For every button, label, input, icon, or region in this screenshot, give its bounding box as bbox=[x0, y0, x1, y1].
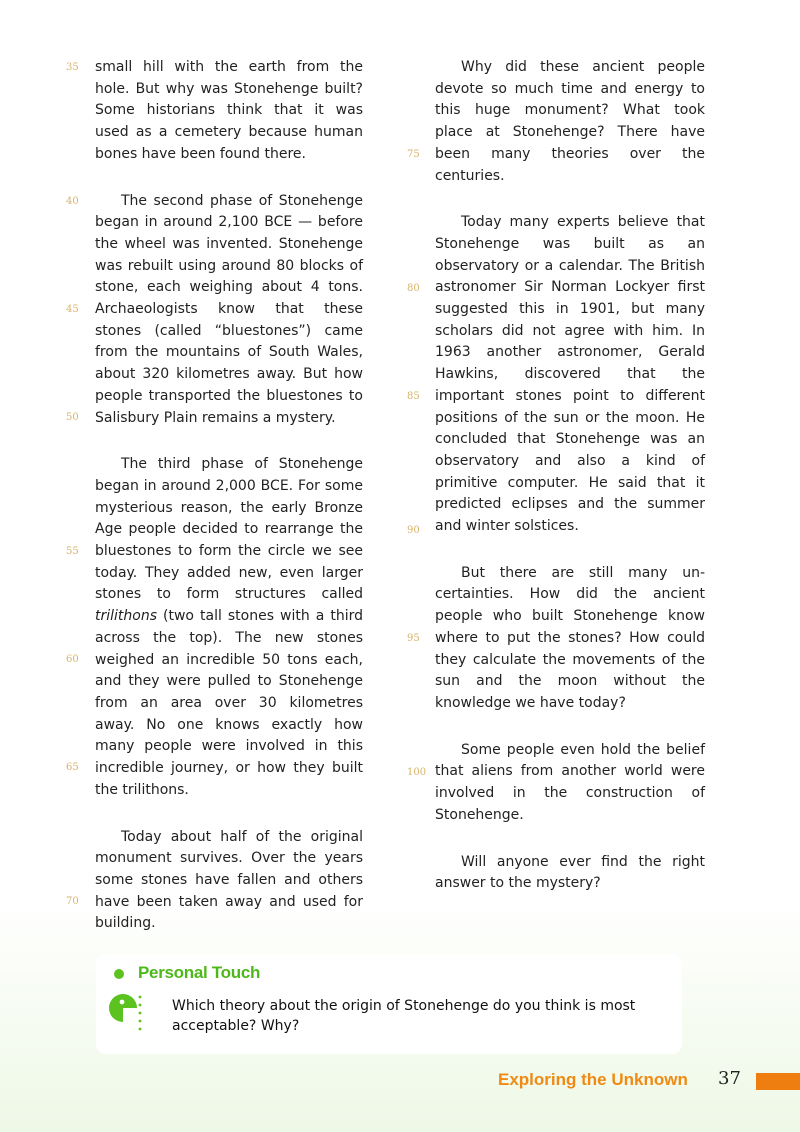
paragraph-text: Some people even hold the belief that aliens from another world were involved in the construction of Stonehenge. bbox=[435, 741, 705, 823]
paragraph-text: (two tall stones with a third across the top). The new stones weighed an incredible 50 tons each, and they were pulled to Stonehenge from an area over 30 kilometres away. No one knows exactly how many people were involved in this incredible journey, or how they built the trilithons. bbox=[95, 608, 363, 798]
bullet-dot-icon bbox=[114, 969, 124, 979]
speaking-face-icon bbox=[106, 991, 144, 1033]
line-number: 60 bbox=[66, 654, 79, 665]
line-number: 80 bbox=[407, 283, 420, 294]
line-number: 70 bbox=[66, 896, 79, 907]
paragraph bbox=[435, 740, 705, 827]
line-number: 100 bbox=[407, 767, 427, 778]
paragraph bbox=[435, 852, 705, 895]
paragraph bbox=[95, 827, 363, 936]
footer-chapter-title: Exploring the Unknown bbox=[498, 1070, 688, 1089]
line-number: 45 bbox=[66, 304, 79, 315]
paragraph: small hill with the earth from the hole. But why was Stonehenge built? Some historians think that it was used as a cemetery because human bones have been found there. bbox=[95, 59, 363, 162]
paragraph-text: Today many experts believe that Stonehenge was built as an observatory or a calendar. The British astronomer Sir Norman Lockyer first suggested this in 1901, but many scholars did not agree with him. In 1963 another astronomer, Gerald Hawkins, discovered that the important stones point to different positions of the sun or the moon. He concluded that Stonehenge was an observatory and also a kind of primitive computer. He said that it predicted eclipses and the summer and winter solstices. bbox=[435, 214, 705, 535]
line-number: 95 bbox=[407, 633, 420, 644]
line-number: 85 bbox=[407, 391, 420, 402]
paragraph-text: Will anyone ever find the right answer to the mystery? bbox=[435, 853, 705, 892]
italic-term: trilithons bbox=[95, 608, 158, 625]
line-number: 65 bbox=[66, 762, 79, 773]
personal-touch-question: Which theory about the origin of Stonehenge do you think is most acceptable? Why? bbox=[172, 998, 636, 1034]
left-column bbox=[95, 57, 363, 960]
line-number: 40 bbox=[66, 196, 79, 207]
footer-accent-bar bbox=[756, 1073, 800, 1090]
paragraph-text: The third phase of Stonehenge began in around 2,000 BCE. For some mysterious reason, the early Bronze Age people decided to rearrange the bluestones to form the circle we see today. They added new, even larger stones to form structures called bbox=[95, 456, 363, 603]
personal-touch-title: Personal Touch bbox=[138, 963, 261, 982]
paragraph bbox=[435, 212, 705, 538]
paragraph-text: But there are still many un-certainties. How did the ancient people who built Stonehenge know where to put the stones? How could they calculate the movements of the sun and the moon without the knowledge we have today? bbox=[435, 564, 705, 711]
line-number: 35 bbox=[66, 62, 79, 73]
paragraph bbox=[95, 454, 363, 801]
paragraph-text: Today about half of the original monument survives. Over the years some stones have fallen and others have been taken away and used for building. bbox=[95, 828, 363, 932]
paragraph-text: Why did these ancient people devote so much time and energy to this huge monument? What took place at Stonehenge? There have been many theories over the centuries. bbox=[435, 59, 705, 184]
line-number: 50 bbox=[66, 412, 79, 423]
paragraph bbox=[95, 191, 363, 430]
paragraph bbox=[435, 57, 705, 187]
page-number: 37 bbox=[718, 1068, 741, 1089]
right-column bbox=[435, 57, 705, 920]
paragraph bbox=[435, 563, 705, 715]
line-number: 75 bbox=[407, 149, 420, 160]
line-number: 90 bbox=[407, 525, 420, 536]
paragraph-text: The second phase of Stonehenge began in around 2,100 BCE — before the wheel was invented. Stonehenge was rebuilt using around 80 blocks of stone, each weighing about 4 tons. Archaeologists know that these stones (called “bluestones”) came from the mountains of South Wales, about 320 kilometres away. But how people transported the bluestones to Salisbury Plain remains a mystery. bbox=[95, 192, 363, 426]
line-number: 55 bbox=[66, 546, 79, 557]
